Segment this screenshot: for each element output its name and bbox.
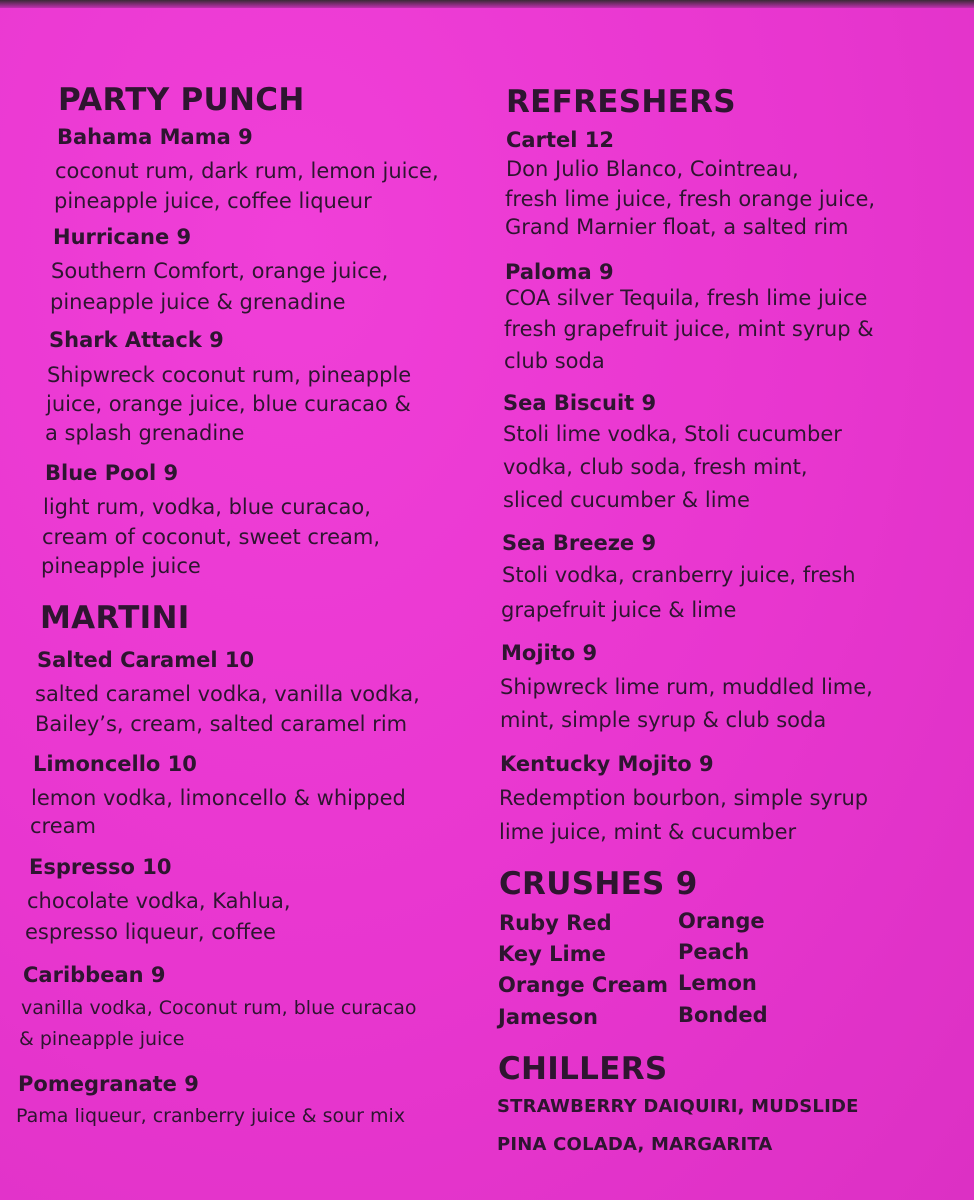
menu-item-desc-line: pineapple juice & grenadine	[50, 290, 346, 314]
menu-item-desc-line: pineapple juice, coffee liqueur	[54, 189, 372, 213]
menu-item-name: Shark Attack 9	[49, 328, 224, 352]
menu-item-name: Salted Caramel 10	[37, 648, 255, 672]
menu-item-name: Sea Biscuit 9	[503, 391, 657, 415]
crush-flavor: Orange	[678, 909, 765, 933]
chillers-line: STRAWBERRY DAIQUIRI, MUDSLIDE	[497, 1096, 859, 1117]
menu-item-desc-line: a splash grenadine	[45, 421, 245, 445]
menu-item-desc-line: Southern Comfort, orange juice,	[51, 259, 389, 283]
chillers-line: PINA COLADA, MARGARITA	[497, 1134, 773, 1155]
menu-item-desc-line: Stoli vodka, cranberry juice, fresh	[502, 563, 856, 587]
menu-item-name: Mojito 9	[501, 641, 598, 665]
section-heading-martini: MARTINI	[40, 600, 190, 636]
menu-item-desc-line: lemon vodka, limoncello & whipped	[31, 786, 406, 810]
menu-item-desc-line: Shipwreck lime rum, muddled lime,	[500, 675, 873, 699]
menu-item-desc-line: espresso liqueur, coffee	[25, 920, 276, 944]
crush-flavor: Bonded	[678, 1003, 768, 1027]
menu-item-name: Cartel 12	[506, 128, 614, 152]
menu-item-desc-line: mint, simple syrup & club soda	[500, 708, 827, 732]
menu-item-desc-line: grapefruit juice & lime	[501, 598, 737, 622]
menu-item-desc-line: chocolate vodka, Kahlua,	[27, 889, 291, 913]
menu-item-desc-line: Bailey’s, cream, salted caramel rim	[35, 712, 408, 736]
menu-item-name: Caribbean 9	[23, 963, 166, 987]
section-heading-crushes: CRUSHES 9	[499, 866, 698, 902]
section-heading-chillers: CHILLERS	[498, 1051, 668, 1087]
menu-item-name: Limoncello 10	[33, 752, 197, 776]
menu-item-desc-line: sliced cucumber & lime	[503, 488, 750, 512]
section-heading-party-punch: PARTY PUNCH	[58, 82, 305, 118]
menu-item-desc-line: Pama liqueur, cranberry juice & sour mix	[16, 1105, 406, 1127]
menu-sheet	[0, 8, 974, 1200]
menu-item-desc-line: fresh lime juice, fresh orange juice,	[505, 187, 876, 211]
menu-item-desc-line: cream of coconut, sweet cream,	[42, 525, 381, 549]
menu-item-desc-line: Redemption bourbon, simple syrup	[499, 786, 869, 810]
menu-item-name: Pomegranate 9	[18, 1072, 199, 1096]
menu-item-desc-line: juice, orange juice, blue curacao &	[46, 392, 411, 416]
menu-item-desc-line: vodka, club soda, fresh mint,	[503, 455, 808, 479]
menu-item-desc-line: club soda	[504, 349, 605, 373]
menu-item-name: Sea Breeze 9	[502, 531, 657, 555]
menu-item-name: Kentucky Mojito 9	[500, 752, 714, 776]
menu-item-name: Bahama Mama 9	[57, 125, 253, 149]
crush-flavor: Lemon	[678, 971, 757, 995]
top-edge-shadow	[0, 0, 974, 8]
section-heading-refreshers: REFRESHERS	[506, 84, 736, 120]
menu-item-desc-line: light rum, vodka, blue curacao,	[43, 495, 371, 519]
menu-item-desc-line: vanilla vodka, Coconut rum, blue curacao	[21, 997, 417, 1019]
menu-item-desc-line: fresh grapefruit juice, mint syrup &	[504, 317, 874, 341]
menu-item-desc-line: Grand Marnier float, a salted rim	[505, 215, 849, 239]
menu-item-desc-line: coconut rum, dark rum, lemon juice,	[55, 159, 439, 183]
crush-flavor: Ruby Red	[499, 911, 612, 935]
crush-flavor: Key Lime	[498, 942, 606, 966]
menu-item-name: Blue Pool 9	[45, 461, 179, 485]
menu-item-desc-line: Don Julio Blanco, Cointreau,	[506, 157, 799, 181]
menu-item-desc-line: Shipwreck coconut rum, pineapple	[47, 363, 412, 387]
menu-item-name: Hurricane 9	[53, 225, 192, 249]
crush-flavor: Jameson	[498, 1005, 598, 1029]
menu-item-desc-line: salted caramel vodka, vanilla vodka,	[35, 682, 420, 706]
menu-item-name: Espresso 10	[29, 855, 172, 879]
menu-item-name: Paloma 9	[505, 260, 614, 284]
menu-item-desc-line: lime juice, mint & cucumber	[499, 820, 797, 844]
menu-item-desc-line: pineapple juice	[41, 554, 201, 578]
crush-flavor: Peach	[678, 940, 750, 964]
menu-item-desc-line: COA silver Tequila, fresh lime juice	[505, 286, 868, 310]
menu-item-desc-line: cream	[30, 814, 96, 838]
menu-item-desc-line: & pineapple juice	[19, 1028, 185, 1050]
menu-item-desc-line: Stoli lime vodka, Stoli cucumber	[503, 422, 842, 446]
crush-flavor: Orange Cream	[498, 973, 668, 997]
